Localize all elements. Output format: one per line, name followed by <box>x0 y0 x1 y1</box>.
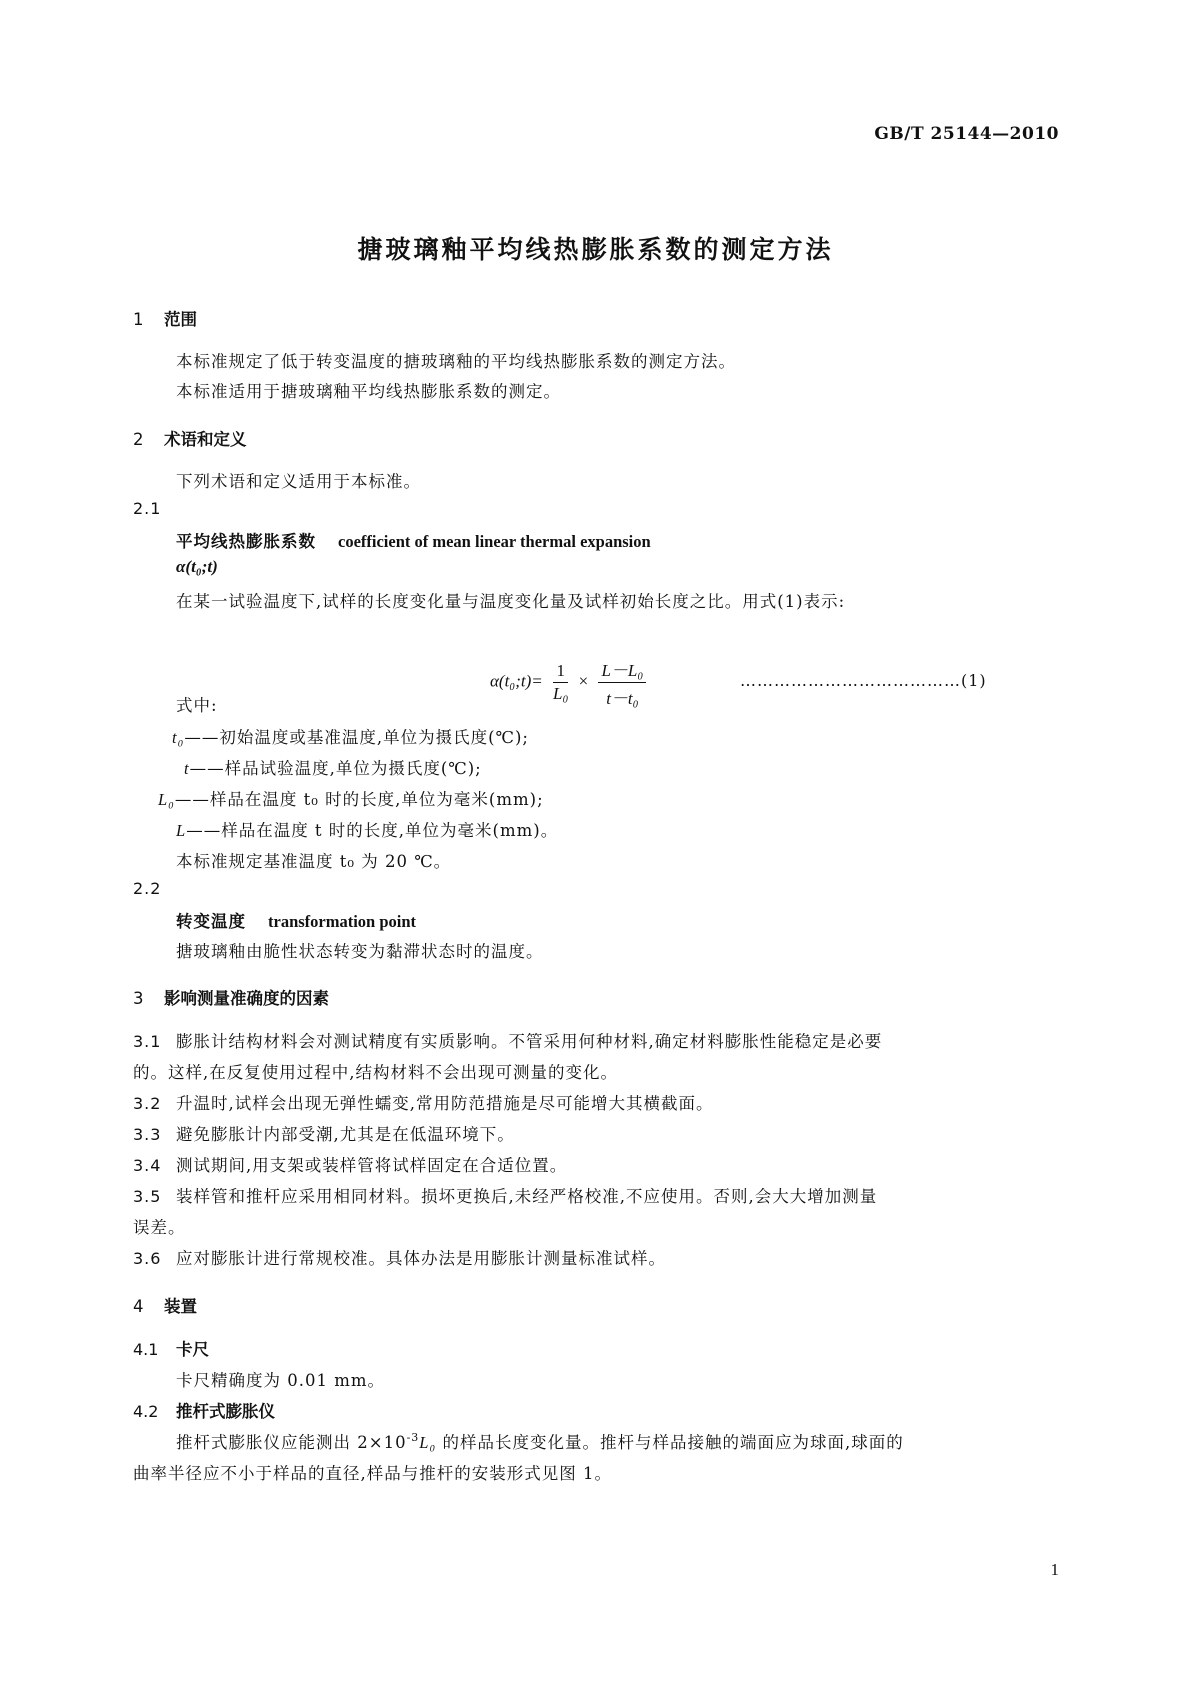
times-sign: × <box>578 671 589 691</box>
paragraph: 本标准适用于搪玻璃釉平均线热膨胀系数的测定。 <box>176 382 561 401</box>
term-english: coefficient of mean linear thermal expansion <box>338 532 651 551</box>
fraction: $\frac{\text{L－L₀}}{\text{t－t₀}}$ <box>598 656 646 709</box>
fraction: $\frac{1}{\text{L₀}}$ <box>553 661 569 703</box>
variable-def: L₀——样品在温度 t₀ 时的长度,单位为毫米(mm); <box>158 790 544 809</box>
where-label: 式中: <box>176 696 218 715</box>
paragraph-continued: 曲率半径应不小于样品的直径,样品与推杆的安装形式见图 1。 <box>133 1464 612 1483</box>
formula-lhs: α(t₀;t)= <box>490 671 543 691</box>
paragraph: 下列术语和定义适用于本标准。 <box>176 472 421 491</box>
clause: 3.5 装样管和推杆应采用相同材料。损坏更换后,未经严格校准,不应使用。否则,会大大增加测量 <box>133 1187 878 1206</box>
paragraph: 本标准规定基准温度 t₀ 为 20 ℃。 <box>176 852 452 871</box>
section-1-heading <box>133 306 197 330</box>
document-title: 搪玻璃釉平均线热膨胀系数的测定方法 <box>357 235 834 264</box>
clause-continued: 的。这样,在反复使用过程中,结构材料不会出现可测量的变化。 <box>133 1063 618 1082</box>
section-3-heading <box>133 985 329 1009</box>
clause: 3.3 避免膨胀计内部受潮,尤其是在低温环境下。 <box>133 1125 515 1144</box>
paragraph: 本标准规定了低于转变温度的搪玻璃釉的平均线热膨胀系数的测定方法。 <box>176 352 736 371</box>
formula-1 <box>490 656 652 709</box>
standard-number: GB/T 25144—2010 <box>874 124 1059 144</box>
clause: 3.2 升温时,试样会出现无弹性蠕变,常用防范措施是尽可能增大其横截面。 <box>133 1094 714 1113</box>
variable-def: t——样品试验温度,单位为摄氏度(℃); <box>184 759 482 778</box>
variable-def: L——样品在温度 t 时的长度,单位为毫米(mm)。 <box>176 821 559 840</box>
term-symbol: α(t₀;t) <box>176 557 218 576</box>
clause: 3.6 应对膨胀计进行常规校准。具体办法是用膨胀计测量标准试样。 <box>133 1249 666 1268</box>
term-definition: 搪玻璃釉由脆性状态转变为黏滞状态时的温度。 <box>176 942 544 961</box>
clause: 3.1 膨胀计结构材料会对测试精度有实质影响。不管采用何种材料,确定材料膨胀性能稳定是必要 <box>133 1032 883 1051</box>
clause: 3.4 测试期间,用支架或装样管将试样固定在合适位置。 <box>133 1156 568 1175</box>
subsection-heading: 4.2 推杆式膨胀仪 <box>133 1402 275 1421</box>
section-title: 影响测量准确度的因素 <box>164 989 329 1008</box>
formula-ref: …………………………………(1) <box>740 671 987 690</box>
section-title: 术语和定义 <box>164 430 247 449</box>
section-number: 2 <box>133 430 144 449</box>
term-definition: 在某一试验温度下,试样的长度变化量与温度变化量及试样初始长度之比。用式(1)表示: <box>176 592 846 611</box>
page-number: 1 <box>1050 1560 1059 1579</box>
term-english: transformation point <box>268 912 417 931</box>
section-title: 范围 <box>164 310 197 329</box>
section-number: 3 <box>133 989 144 1008</box>
section-title: 装置 <box>164 1297 197 1316</box>
paragraph: 推杆式膨胀仪应能测出 $2\times 10^{-3}L_0$ 的样品长度变化量。推杆与样品接触的端面应为球面,球面的 <box>176 1431 904 1452</box>
clause-number: 2.2 <box>133 879 162 898</box>
variable-def: t₀——初始温度或基准温度,单位为摄氏度(℃); <box>172 728 529 747</box>
section-2-heading <box>133 426 247 450</box>
clause-number: 2.1 <box>133 499 162 518</box>
paragraph: 卡尺精确度为 0.01 mm。 <box>176 1371 386 1390</box>
subsection-heading: 4.1 卡尺 <box>133 1340 209 1359</box>
section-4-heading <box>133 1293 197 1317</box>
clause-continued: 误差。 <box>133 1218 186 1237</box>
section-number: 1 <box>133 310 144 329</box>
term-chinese: 平均线热膨胀系数 <box>176 532 316 551</box>
term-entry <box>176 908 416 932</box>
term-chinese: 转变温度 <box>176 912 246 931</box>
section-number: 4 <box>133 1297 144 1316</box>
term-entry <box>176 528 651 552</box>
